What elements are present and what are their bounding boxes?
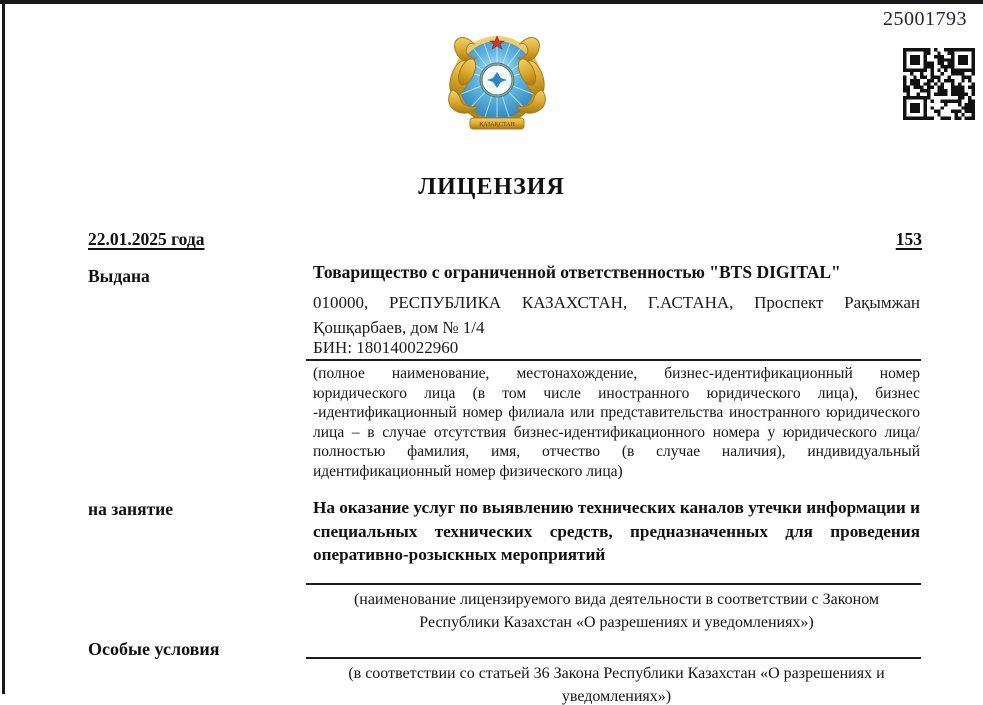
company-address: 010000, РЕСПУБЛИКА КАЗАХСТАН, Г.АСТАНА, Проспект Рақымжан Қошқарбаев, дом № 1/4 xyxy=(313,293,920,337)
date-number-row xyxy=(88,229,922,250)
divider-line-issued-to xyxy=(306,359,921,361)
document-title: ЛИЦЕНЗИЯ xyxy=(418,174,565,200)
issued-to-label: Выдана xyxy=(88,266,150,286)
activity-label: на занятие xyxy=(88,499,173,519)
company-bin: БИН: 180140022960 xyxy=(313,338,459,357)
activity-footnote: (наименование лицензируемого вида деятельности в соответствии с Законом Республики Казахстан «О разрешениях и уведомлениях») xyxy=(353,591,880,631)
divider-line-special-conditions xyxy=(306,657,921,659)
divider-line-activity xyxy=(306,583,921,585)
kazakhstan-emblem-icon xyxy=(440,20,554,138)
issue-date: 22.01.2025 года xyxy=(88,229,205,249)
serial-number: 25001793 xyxy=(883,8,967,30)
company-name: Товарищество с ограниченной ответственностью "BTS DIGITAL" xyxy=(313,262,841,282)
page-border-top xyxy=(0,0,983,4)
emblem-banner-text: ҚАЗАҚСТАН xyxy=(479,122,515,128)
special-conditions-footnote: (в соответствии со статьей 36 Закона Республики Казахстан «О разрешениях и уведомлениях») xyxy=(348,665,885,705)
license-number: 153 xyxy=(895,229,922,249)
qr-code-icon xyxy=(903,48,975,120)
issued-to-footnote: (полное наименование, местонахождение, бизнес-идентификационный номер юридического лица (в том числе иностранного юридического лица), бизнес -идентификационный номер филиала или представительства иностранного юридического лица – в случае отсутствия бизнес-идентификационного номера у юридического лица/полностью фамилия, имя, отчество (в случае наличия), индивидуальный идентификационный номер физического лица) xyxy=(313,365,920,480)
page-border-left xyxy=(2,0,5,694)
special-conditions-label: Особые условия xyxy=(88,639,220,659)
activity-text: На оказание услуг по выявлению технических каналов утечки информации и специальных технических средств, предназначенных для проведения оперативно-розыскных мероприятий xyxy=(313,498,920,564)
